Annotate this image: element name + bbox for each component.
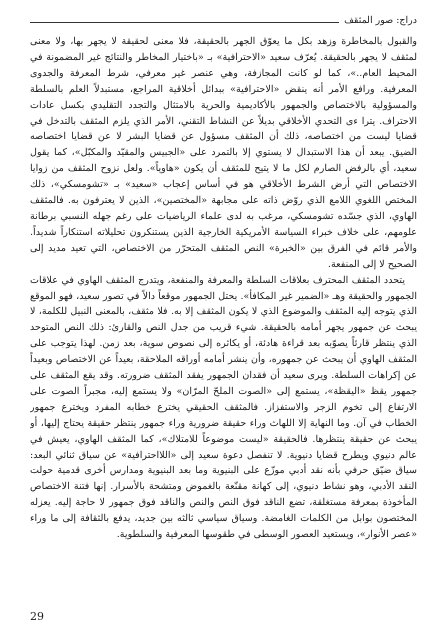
running-header <box>30 14 417 32</box>
header-title: دراج: صور المثقف <box>344 15 417 26</box>
page-number: 29 <box>30 610 44 623</box>
body-text <box>30 34 417 600</box>
header-rule <box>30 22 339 23</box>
paragraph: يتحدد المثقف المحترف بعلاقات السلطة والمعرفة والمنفعة، ويتدرج المثقف الهاوي في علاقات الجمهور والحقيقة وهـ «الضمير غير المكافأ». يحتل الجمهور موقعاً دالاً في تصور سعيد، فهو الموقع الذي يتوجه إليه المثقف والموضوع الذي لا يكون المثقف إلا به. فلا مثقف، بالمعنى النبيل للكلمة، لا يبحث عن جمهور يجهر أمامه بالحقيقة. شيء قريب من جدل النص والقارئ: ذلك النص المتوحد الذي ينتظر قارئاً يصوّبه بعد قراءة هادئة، أو يكاثره إلى نصوص سوية، بعد زمن. لهذا يتوجب على المثقف الهاوي أن يبحث عن جمهوره، وأن ينشر أمامه أوراقه الملاحقة، بعيداً عن الاختصاص وبعيداً عن إكراهات السلطة. ويرى سعيد أن فقدان الجمهور يفقد المثقف ضرورته. وقد يقع المثقف على جمهور يقظ «اليقظة»، يستمع إلى «الصوت الملحّ المرّان» ولا يستمع إليه، مجبراً الصوت على الارتفاع إلى تخوم الزجر والاستفزاز. فالمثقف الحقيقي يخترع خطابه المفرد ويخترع جمهور الخطاب في آن. وما النهاية إلا اللهاث وراء حقيقة ضرورية وراء جمهور ينتظر حقيقة يحتاج إليها، أو يبحث عن حقيقة ينتظرها. فالحقيقة «ليست موضوعاً للامتلاك»، كما المثقف الهاوي، يعيش في عالم دنيوي ويطرح قضايا دنيوية. لا تنفصل دعوة سعيد إلى «اللااحترافية» عن سياق ثنائي البعد: سياق ضيّق حرفي بأنه نقد أدبي موزّع على البنيوية وما بعد البنيوية ومدارس أخرى قدمية حولت النقد الأدبي، وهو نشاط دنيوي، إلى كهانة مقنّعة بالغموض ومتشحة بالأسرار. إنها فتنة الاختصاص المأخوذة بمعرفة مستغلقة، تضع الناقد فوق النص والنص والناقد فوق جمهور لا حاجة إليه. يعزله المختصون بوابل من الكلمات الغامضة. وسياق سياسي ثالثه بين جديد، يدفع بالثقافة إلى ما وراء «عصر الأنوار»، ويستعيد العصور الوسطى في طقوسها المعرفية والسلطوية. <box>30 274 417 541</box>
paragraph: والقبول بالمخاطرة وزهد بكل ما يعوّق الجهر بالحقيقة، فلا معنى لحقيقة لا يجهر بها، ولا معنى لمثقف لا يجهر بالحقيقة. يُعرّف سعيد «الاحترافية» بـ «باختيار المخاطر والنتائج غير المضمونة في المحيط العام..»، كما لو كانت المجازفة، وهي عنصر غير معرفي، شرط المعرفة والجدوى المعرفية. ورافع الأمر أنه ينقض «الاحترافية» ببدائل أخلاقية المراجع، مستبدلاً العلم بالسلطة والمسؤولية بالاختصاص والجمهور بالأكاديمية والحرية بالامتثال والتجدد التقليدي بكسل عادات الاحتراف. يترا ءى التحدي الأخلاقي بديلاً عن النشاط التقني، الأمر الذي يلزم المثقف بالتدخل في قضايا ليست من اختصاصه، ذلك أن المثقف مسؤول عن قضايا البشر لا عن قضايا اختصاصه الضيق. يبعد أن هذا الاستبدال لا يستوي إلا بالتمرد على «الجبيس والمقيّد والمكبّل»، كما يقول سعيد، أي بالرفض الصارم لكل ما لا يتيح للمثقف أن يكون «هاوياً». ولعل نزوح المثقف من زوايا الاختصاص التي أرض الشرط الأخلاقي هو في أساس إعجاب «سعيد» بـ «تشومسكي»، ذلك المختص اللغوي اللامع الذي روّض ذاته على مجابهة «المختصين»، الذين لا يعترفون به. فالمثقف الهاوي، الذي جسّده تشومسكي، مرغب به لدى علماء الرياضيات على رغم جهله النسبي برطانة علومهم، على خلاف خبراء السياسة الأمريكية الخارجية الذين يستنكرون تحليلاته استنكاراً شديداً. والأمر قائم في الفرق بين «الخبرة» النص المثقف المتحرّر من الاختصاص، التي تعيد مديد إلى الصحيح لا إلى المنفعة. <box>30 36 417 270</box>
